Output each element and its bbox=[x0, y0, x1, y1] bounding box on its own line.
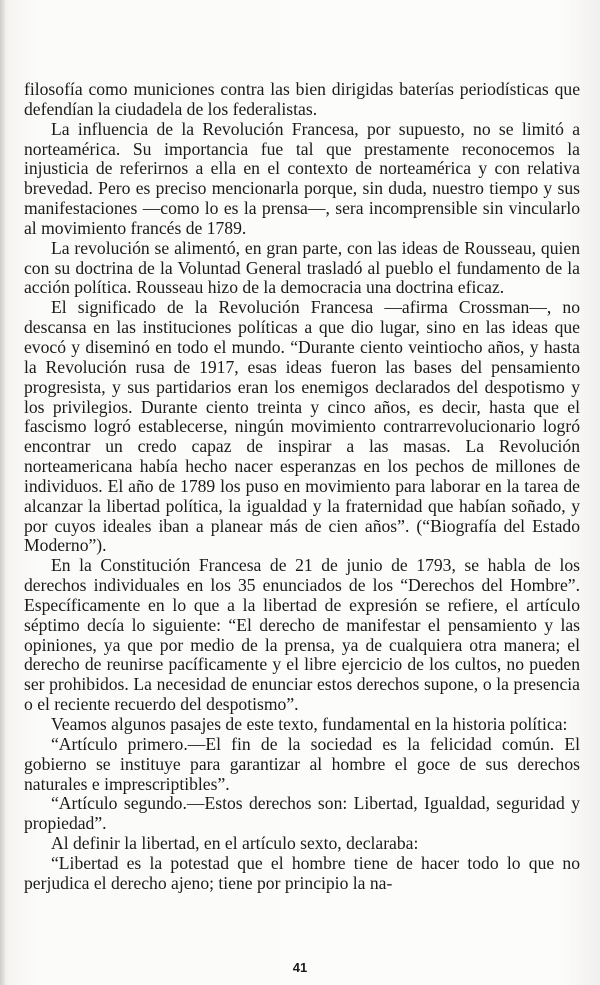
paragraph-constitution-1793: En la Constitución Francesa de 21 de junio de 1793, se habla de los derechos individuales en los 35 enunciados de los “Derechos del Hombre”. Específicamente en lo que a la libertad de expresión se refiere, el artículo séptimo decía lo siguiente: “El derecho de manifestar el pensamiento y las opiniones, ya que por medio de la prensa, ya de cualquiera otra manera; el derecho de reunirse pacíficamente y el libre ejercicio de los cultos, no pueden ser prohibidos. La necesidad de enunciar estos derechos supone, o la presencia o el reciente recuerdo del despotismo”. bbox=[24, 555, 580, 715]
paragraph-article-two: “Artículo segundo.—Estos derechos son: Libertad, Igualdad, seguridad y propiedad”. bbox=[24, 793, 580, 834]
page-number: 41 bbox=[292, 960, 308, 975]
body-text bbox=[24, 80, 580, 894]
paragraph-continuation: filosofía como municiones contra las bien dirigidas baterías periodísticas que defendían la ciudadela de los federalistas. bbox=[24, 79, 580, 119]
paragraph-rousseau: La revolución se alimentó, en gran parte, con las ideas de Rousseau, quien con su doctrina de la Voluntad General trasladó al pueblo el fundamento de la acción política. Rousseau hizo de la democracia una doctrina eficaz. bbox=[24, 237, 580, 298]
page-gutter-shadow bbox=[0, 0, 6, 985]
paragraph-influence: La influencia de la Revolución Francesa, por supuesto, no se limitó a norteamérica. Su importancia fue tal que prestamente reconocemos la injusticia de referirnos a ella en el contexto de norteamérica y con relativa brevedad. Pero es preciso mencionarla porque, sin duda, nuestro tiempo y sus manifestaciones —como lo es la prensa—, sera incomprensible sin vincularlo al movimiento francés de 1789. bbox=[24, 118, 580, 238]
paragraph-article-six-intro: Al definir la libertad, en el artículo sexto, declaraba: bbox=[51, 833, 419, 854]
paragraph-passages-intro: Veamos algunos pasajes de este texto, fundamental en la historia política: bbox=[51, 714, 568, 734]
paragraph-liberty-definition: “Libertad es la potestad que el hombre tiene de hacer todo lo que no perjudica el derecho ajeno; tiene por principio la na- bbox=[24, 852, 580, 893]
paragraph-article-one: “Artículo primero.—El fin de la sociedad es la felicidad común. El gobierno se instituye para garantizar al hombre el goce de sus derechos naturales e imprescriptibles”. bbox=[24, 733, 580, 794]
paragraph-crossman-quote: El significado de la Revolución Francesa —afirma Crossman—, no descansa en las instituciones políticas a que dio lugar, sino en las ideas que evocó y diseminó en todo el mundo. “Durante ciento veintiocho años, y hasta la Revolución rusa de 1917, esas ideas fueron las bases del pensamiento progresista, y sus partidarios eran los enemigos declarados del despotismo y los privilegios. Durante ciento treinta y cinco años, es decir, hasta que el fascismo logró establecerse, ningún movimiento contrarrevolucionario logró encontrar un credo capaz de inspirar a las masas. La Revolución norteamericana había hecho nacer esperanzas en los pechos de millones de individuos. El año de 1789 los puso en movimiento para laborar en la tarea de alcanzar la libertad política, la igualdad y la fraternidad que habían soñado, y por cuyos ideales iban a planear más de cien años”. (“Biografía del Estado Moderno”). bbox=[24, 297, 580, 556]
